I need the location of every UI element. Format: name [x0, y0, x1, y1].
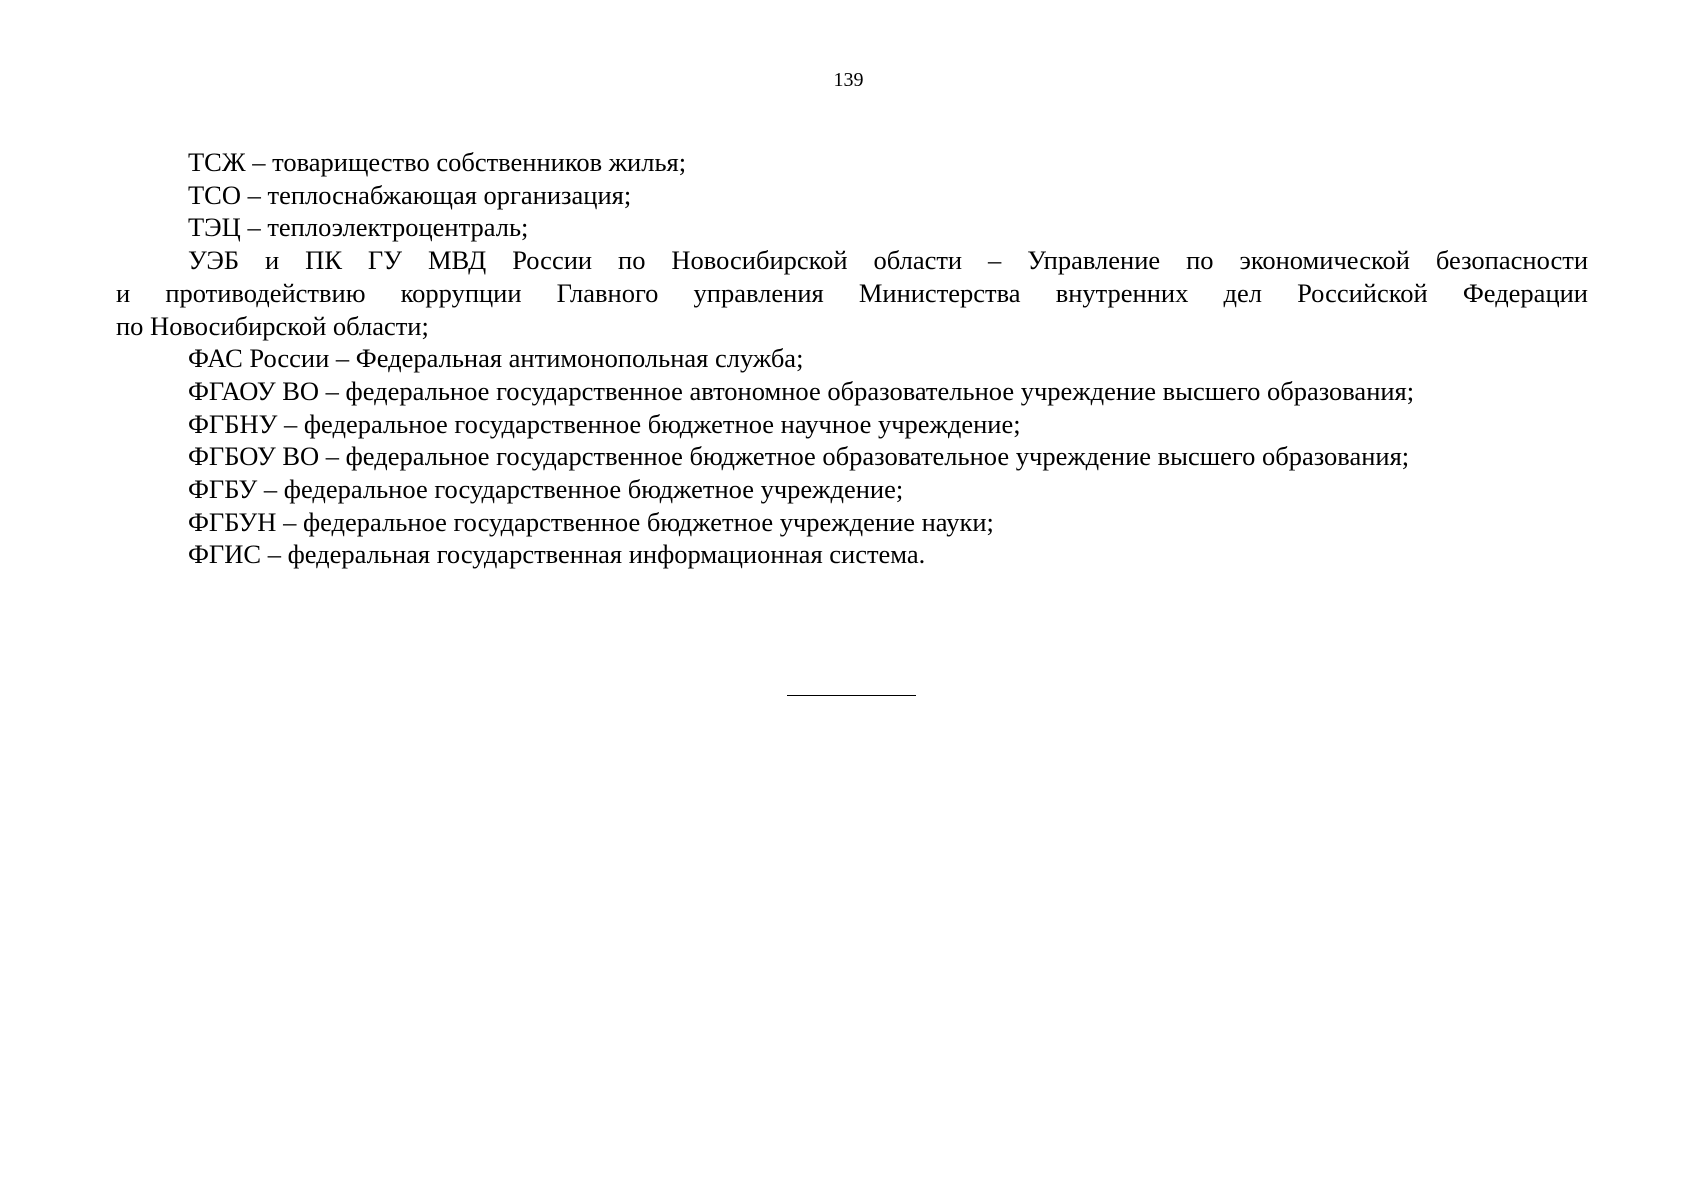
- abbreviation-entry-fas: ФАС России – Федеральная антимонопольная служба;: [188, 343, 804, 374]
- abbreviation-entry-fgbou-vo: ФГБОУ ВО – федеральное государственное бюджетное образовательное учреждение высшего образования;: [188, 441, 1410, 472]
- abbreviation-entry-tets: ТЭЦ – теплоэлектроцентраль;: [188, 212, 529, 243]
- abbreviation-entry-fgbu: ФГБУ – федеральное государственное бюджетное учреждение;: [188, 474, 904, 505]
- abbreviation-entry-fgbnu: ФГБНУ – федеральное государственное бюджетное научное учреждение;: [188, 408, 1021, 439]
- abbreviation-entry-tszh: ТСЖ – товарищество собственников жилья;: [188, 147, 687, 177]
- abbreviation-entry-ueb-line-1: УЭБ и ПК ГУ МВД России по Новосибирской области – Управление по экономической безопасности: [188, 245, 1588, 276]
- abbreviation-entry-fgis: ФГИС – федеральная государственная информационная система.: [188, 539, 926, 570]
- abbreviation-entry-ueb-line-2: и противодействию коррупции Главного управления Министерства внутренних дел Российской Федерации: [116, 277, 1588, 308]
- abbreviation-entry-ueb-line-3: по Новосибирской области;: [116, 310, 429, 341]
- abbreviation-entry-tso: ТСО – теплоснабжающая организация;: [188, 179, 632, 210]
- abbreviation-entry-fgbun: ФГБУН – федеральное государственное бюджетное учреждение науки;: [188, 506, 994, 537]
- abbreviation-entry-fgaou-vo: ФГАОУ ВО – федеральное государственное автономное образовательное учреждение высшего образования;: [188, 375, 1415, 406]
- end-separator-line: [787, 695, 916, 696]
- page-number: 139: [833, 69, 864, 91]
- abbreviation-list: [116, 146, 1588, 571]
